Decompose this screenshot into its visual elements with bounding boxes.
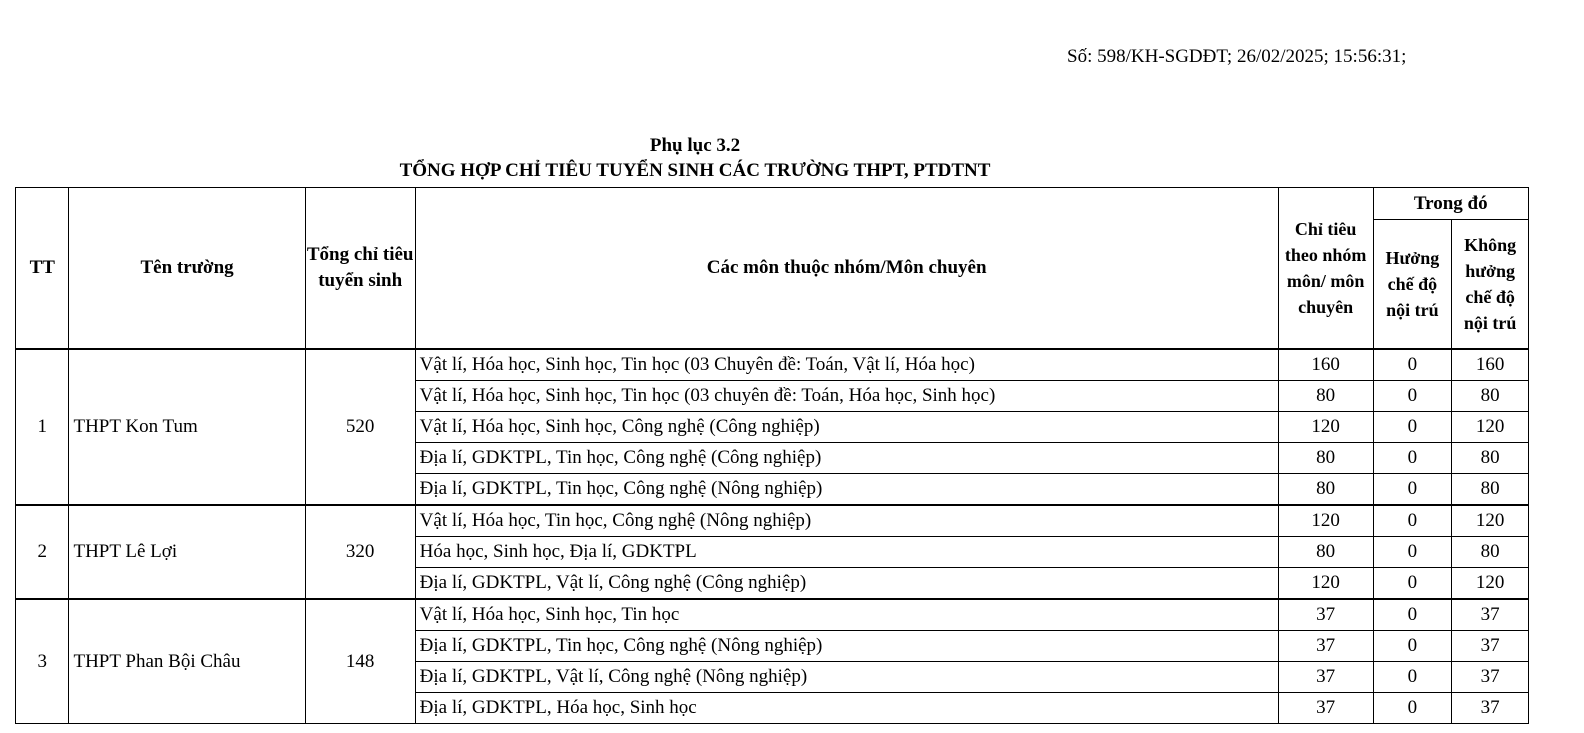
group-quota: 80 bbox=[1278, 381, 1373, 412]
header-school-name: Tên trường bbox=[69, 188, 305, 350]
boarding-quota: 0 bbox=[1373, 474, 1452, 506]
school-total-quota: 520 bbox=[305, 349, 415, 505]
non-boarding-quota: 37 bbox=[1452, 693, 1529, 724]
school-index: 2 bbox=[16, 505, 69, 599]
table-row bbox=[16, 505, 1529, 537]
school-name: THPT Lê Lợi bbox=[69, 505, 305, 599]
header-of-which: Trong đó bbox=[1373, 188, 1528, 220]
subject-group: Vật lí, Hóa học, Tin học, Công nghệ (Nông nghiệp) bbox=[415, 505, 1278, 537]
boarding-quota: 0 bbox=[1373, 349, 1452, 381]
appendix-label: Phụ lục 3.2 bbox=[649, 135, 741, 156]
subject-group: Địa lí, GDKTPL, Tin học, Công nghệ (Nông nghiệp) bbox=[415, 631, 1278, 662]
non-boarding-quota: 120 bbox=[1452, 412, 1529, 443]
school-index: 3 bbox=[16, 599, 69, 724]
boarding-quota: 0 bbox=[1373, 631, 1452, 662]
table-body bbox=[16, 349, 1529, 724]
boarding-quota: 0 bbox=[1373, 537, 1452, 568]
document-number: Số: 598/KH-SGDĐT; 26/02/2025; 15:56:31; bbox=[1067, 46, 1407, 67]
non-boarding-quota: 160 bbox=[1452, 349, 1529, 381]
header-non-boarding: Không hưởng chế độ nội trú bbox=[1452, 220, 1529, 350]
non-boarding-quota: 120 bbox=[1452, 568, 1529, 600]
boarding-quota: 0 bbox=[1373, 693, 1452, 724]
table-row bbox=[16, 349, 1529, 381]
admission-quota-table bbox=[15, 187, 1529, 724]
group-quota: 37 bbox=[1278, 693, 1373, 724]
non-boarding-quota: 37 bbox=[1452, 599, 1529, 631]
subject-group: Vật lí, Hóa học, Sinh học, Tin học (03 chuyên đề: Toán, Hóa học, Sinh học) bbox=[415, 381, 1278, 412]
boarding-quota: 0 bbox=[1373, 599, 1452, 631]
group-quota: 37 bbox=[1278, 662, 1373, 693]
school-name: THPT Phan Bội Châu bbox=[69, 599, 305, 724]
group-quota: 80 bbox=[1278, 537, 1373, 568]
group-quota: 120 bbox=[1278, 568, 1373, 600]
table-row bbox=[16, 599, 1529, 631]
non-boarding-quota: 120 bbox=[1452, 505, 1529, 537]
non-boarding-quota: 80 bbox=[1452, 381, 1529, 412]
subject-group: Địa lí, GDKTPL, Hóa học, Sinh học bbox=[415, 693, 1278, 724]
non-boarding-quota: 37 bbox=[1452, 631, 1529, 662]
boarding-quota: 0 bbox=[1373, 412, 1452, 443]
subject-group: Vật lí, Hóa học, Sinh học, Công nghệ (Công nghiệp) bbox=[415, 412, 1278, 443]
group-quota: 160 bbox=[1278, 349, 1373, 381]
boarding-quota: 0 bbox=[1373, 381, 1452, 412]
group-quota: 80 bbox=[1278, 443, 1373, 474]
non-boarding-quota: 80 bbox=[1452, 474, 1529, 506]
header-subjects: Các môn thuộc nhóm/Môn chuyên bbox=[415, 188, 1278, 350]
header-tt: TT bbox=[16, 188, 69, 350]
school-index: 1 bbox=[16, 349, 69, 505]
boarding-quota: 0 bbox=[1373, 662, 1452, 693]
school-total-quota: 148 bbox=[305, 599, 415, 724]
group-quota: 120 bbox=[1278, 412, 1373, 443]
non-boarding-quota: 37 bbox=[1452, 662, 1529, 693]
subject-group: Vật lí, Hóa học, Sinh học, Tin học (03 Chuyên đề: Toán, Vật lí, Hóa học) bbox=[415, 349, 1278, 381]
document-title: TỔNG HỢP CHỈ TIÊU TUYỂN SINH CÁC TRƯỜNG THPT, PTDTNT bbox=[399, 160, 991, 181]
school-total-quota: 320 bbox=[305, 505, 415, 599]
group-quota: 120 bbox=[1278, 505, 1373, 537]
group-quota: 37 bbox=[1278, 631, 1373, 662]
non-boarding-quota: 80 bbox=[1452, 537, 1529, 568]
boarding-quota: 0 bbox=[1373, 505, 1452, 537]
subject-group: Hóa học, Sinh học, Địa lí, GDKTPL bbox=[415, 537, 1278, 568]
subject-group: Địa lí, GDKTPL, Tin học, Công nghệ (Nông nghiệp) bbox=[415, 474, 1278, 506]
school-name: THPT Kon Tum bbox=[69, 349, 305, 505]
boarding-quota: 0 bbox=[1373, 568, 1452, 600]
subject-group: Địa lí, GDKTPL, Vật lí, Công nghệ (Nông nghiệp) bbox=[415, 662, 1278, 693]
subject-group: Vật lí, Hóa học, Sinh học, Tin học bbox=[415, 599, 1278, 631]
subject-group: Địa lí, GDKTPL, Vật lí, Công nghệ (Công nghiệp) bbox=[415, 568, 1278, 600]
non-boarding-quota: 80 bbox=[1452, 443, 1529, 474]
subject-group: Địa lí, GDKTPL, Tin học, Công nghệ (Công nghiệp) bbox=[415, 443, 1278, 474]
header-total-quota: Tổng chỉ tiêu tuyển sinh bbox=[305, 188, 415, 350]
group-quota: 80 bbox=[1278, 474, 1373, 506]
header-group-quota: Chỉ tiêu theo nhóm môn/ môn chuyên bbox=[1278, 188, 1373, 350]
header-boarding: Hưởng chế độ nội trú bbox=[1373, 220, 1452, 350]
group-quota: 37 bbox=[1278, 599, 1373, 631]
boarding-quota: 0 bbox=[1373, 443, 1452, 474]
